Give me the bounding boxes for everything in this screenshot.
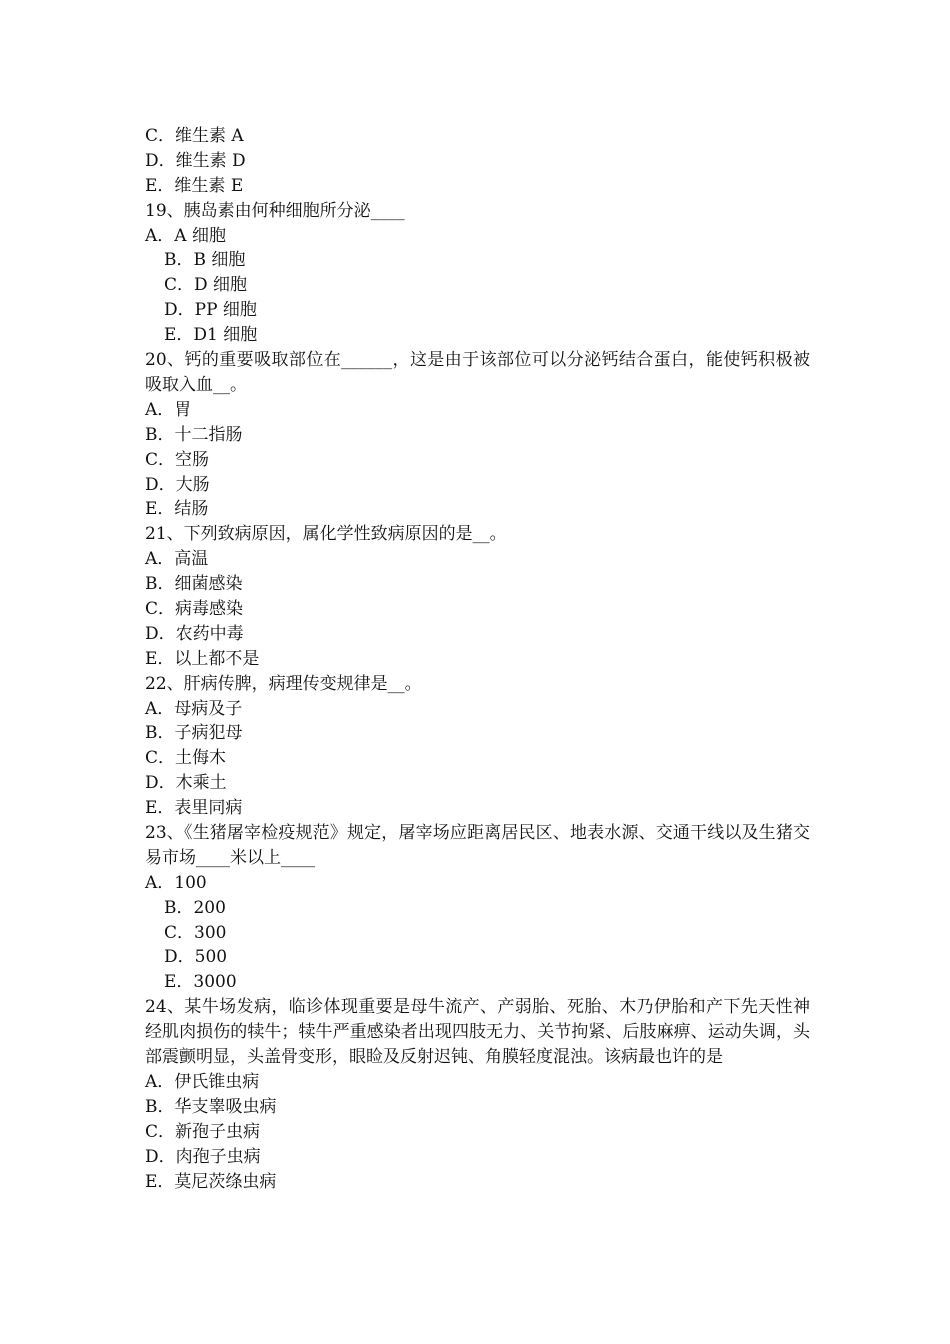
- q19-option-d: D．PP 细胞: [164, 300, 257, 321]
- document-page: [145, 124, 810, 1194]
- q24-option-b: B．华支睾吸虫病: [145, 1096, 277, 1117]
- q23-option-b: B．200: [164, 897, 226, 918]
- question-21: 21、下列致病原因，属化学性致病原因的是__。: [145, 524, 507, 545]
- q20-option-c: C．空肠: [145, 449, 210, 470]
- q21-option-e: E．以上都不是: [145, 648, 260, 669]
- q21-option-c: C．病毒感染: [145, 598, 244, 619]
- q21-option-d: D．农药中毒: [145, 623, 244, 644]
- q24-option-e: E．莫尼茨绦虫病: [145, 1171, 277, 1192]
- q21-option-b: B．细菌感染: [145, 574, 243, 595]
- q20-option-d: D．大肠: [145, 474, 210, 495]
- question-23: 23、《生猪屠宰检疫规范》规定，屠宰场应距离居民区、地表水源、交通干线以及生猪交易市场____米以上____: [145, 822, 810, 868]
- q24-option-c: C．新孢子虫病: [145, 1121, 261, 1142]
- q22-option-c: C．土侮木: [145, 748, 227, 769]
- q22-option-d: D．木乘土: [145, 773, 227, 794]
- q19-option-c: C．D 细胞: [164, 275, 248, 296]
- option-d-vitamin-d: D．维生素 D: [145, 150, 246, 171]
- q19-option-a: A．A 细胞: [145, 225, 226, 246]
- q19-option-b: B．B 细胞: [164, 250, 246, 271]
- q24-option-d: D．肉孢子虫病: [145, 1146, 261, 1167]
- question-19: 19、胰岛素由何种细胞所分泌____: [145, 200, 405, 221]
- question-20: 20、钙的重要吸取部位在______，这是由于该部位可以分泌钙结合蛋白，能使钙积极被吸取入血__。: [145, 350, 810, 395]
- question-22: 22、肝病传脾，病理传变规律是__。: [145, 673, 422, 694]
- q20-option-b: B．十二指肠: [145, 424, 243, 445]
- q19-option-e: E．D1 细胞: [164, 325, 258, 346]
- question-24: 24、某牛场发病，临诊体现重要是母牛流产、产弱胎、死胎、木乃伊胎和产下先天性神经肌肉损伤的犊牛；犊牛严重感染者出现四肢无力、关节拘紧、后肢麻痹、运动失调，头部震颤明显，头盖骨变形，眼睑及反射迟钝、角膜轻度混浊。该病最也许的是: [145, 997, 810, 1068]
- q22-option-a: A．母病及子: [145, 698, 243, 719]
- q20-option-a: A．胃: [145, 399, 192, 420]
- q21-option-a: A．高温: [145, 549, 209, 570]
- q23-option-a: A．100: [145, 872, 207, 893]
- q22-option-e: E．表里同病: [145, 798, 243, 819]
- q24-option-a: A．伊氏锥虫病: [145, 1071, 260, 1092]
- q23-option-e: E．3000: [164, 972, 237, 993]
- q23-option-d: D．500: [164, 947, 228, 968]
- q23-option-c: C．300: [164, 922, 227, 943]
- option-e-vitamin-e: E．维生素 E: [145, 175, 244, 196]
- q22-option-b: B．子病犯母: [145, 723, 243, 744]
- q20-option-e: E．结肠: [145, 499, 209, 520]
- option-c-vitamin-a: C．维生素 A: [145, 126, 244, 146]
